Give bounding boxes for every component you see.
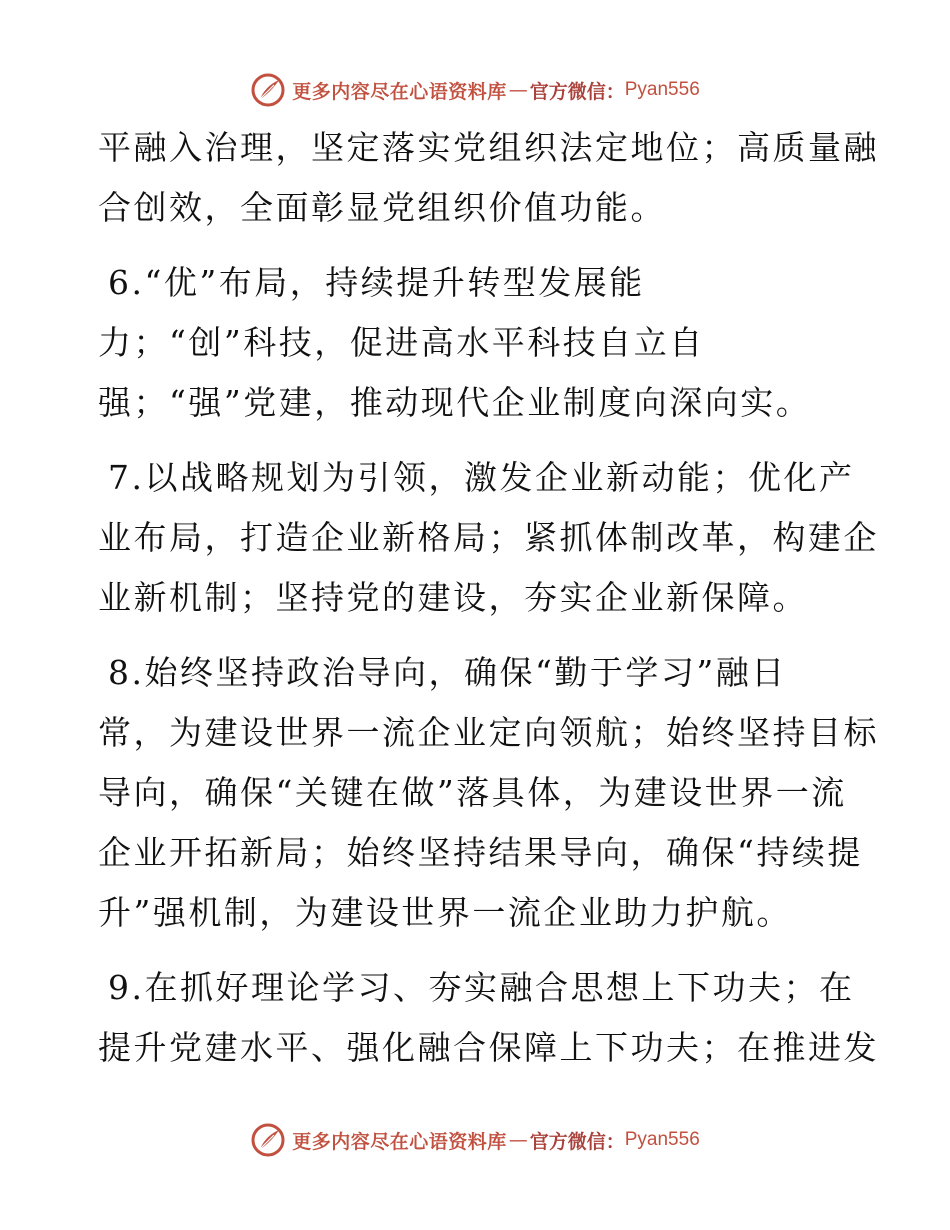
document-body (98, 118, 879, 1093)
separator: — (508, 79, 528, 101)
wechat-handle: Pyan556 (624, 79, 700, 100)
paragraph-item-8 (98, 643, 879, 943)
text-line: 8.始终坚持政治导向，确保“勤于学习”融日 (108, 653, 787, 692)
wechat-handle: Pyan556 (624, 1129, 700, 1150)
footer-watermark (0, 1118, 950, 1162)
text-line: 导向，确保“关键在做”落具体，为建设世界一流 (98, 773, 847, 812)
text-line: 力；“创”科技，促进高水平科技自立自 (98, 323, 705, 362)
paragraph-continuation (98, 118, 879, 238)
text-line: 提升党建水平、强化融合保障上下功夫；在推进发 (98, 1028, 879, 1067)
text-line: 7.以战略规划为引领，激发企业新动能；优化产 (108, 458, 855, 497)
text-line: 平融入治理，坚定落实党组织法定地位；高质量融 (98, 128, 879, 167)
feather-pen-logo-icon (250, 72, 286, 108)
text-line: 常，为建设世界一流企业定向领航；始终坚持目标 (98, 713, 879, 752)
header-watermark (0, 68, 950, 112)
wechat-label: 官方微信： (529, 80, 625, 103)
separator: — (508, 1129, 528, 1151)
text-line: 企业开拓新局；始终坚持结果导向，确保“持续提 (98, 833, 863, 872)
text-line: 业新机制；坚持党的建设，夯实企业新保障。 (98, 578, 808, 617)
text-line: 9.在抓好理论学习、夯实融合思想上下功夫；在 (108, 968, 855, 1007)
text-line: 强；“强”党建，推动现代企业制度向深向实。 (98, 383, 812, 422)
paragraph-item-7 (98, 448, 879, 628)
wechat-label: 官方微信： (529, 1130, 625, 1153)
paragraph-item-9 (98, 958, 879, 1078)
feather-pen-logo-icon (250, 1122, 286, 1158)
text-line: 6.“优”布局，持续提升转型发展能 (108, 263, 645, 302)
brand-text: 更多内容尽在心语资料库 (292, 1130, 507, 1153)
text-line: 业布局，打造企业新格局；紧抓体制改革，构建企 (98, 518, 879, 557)
brand-text: 更多内容尽在心语资料库 (292, 80, 507, 103)
text-line: 合创效，全面彰显党组织价值功能。 (98, 188, 666, 227)
paragraph-item-6 (98, 253, 858, 433)
text-line: 升”强机制，为建设世界一流企业助力护航。 (98, 893, 792, 932)
